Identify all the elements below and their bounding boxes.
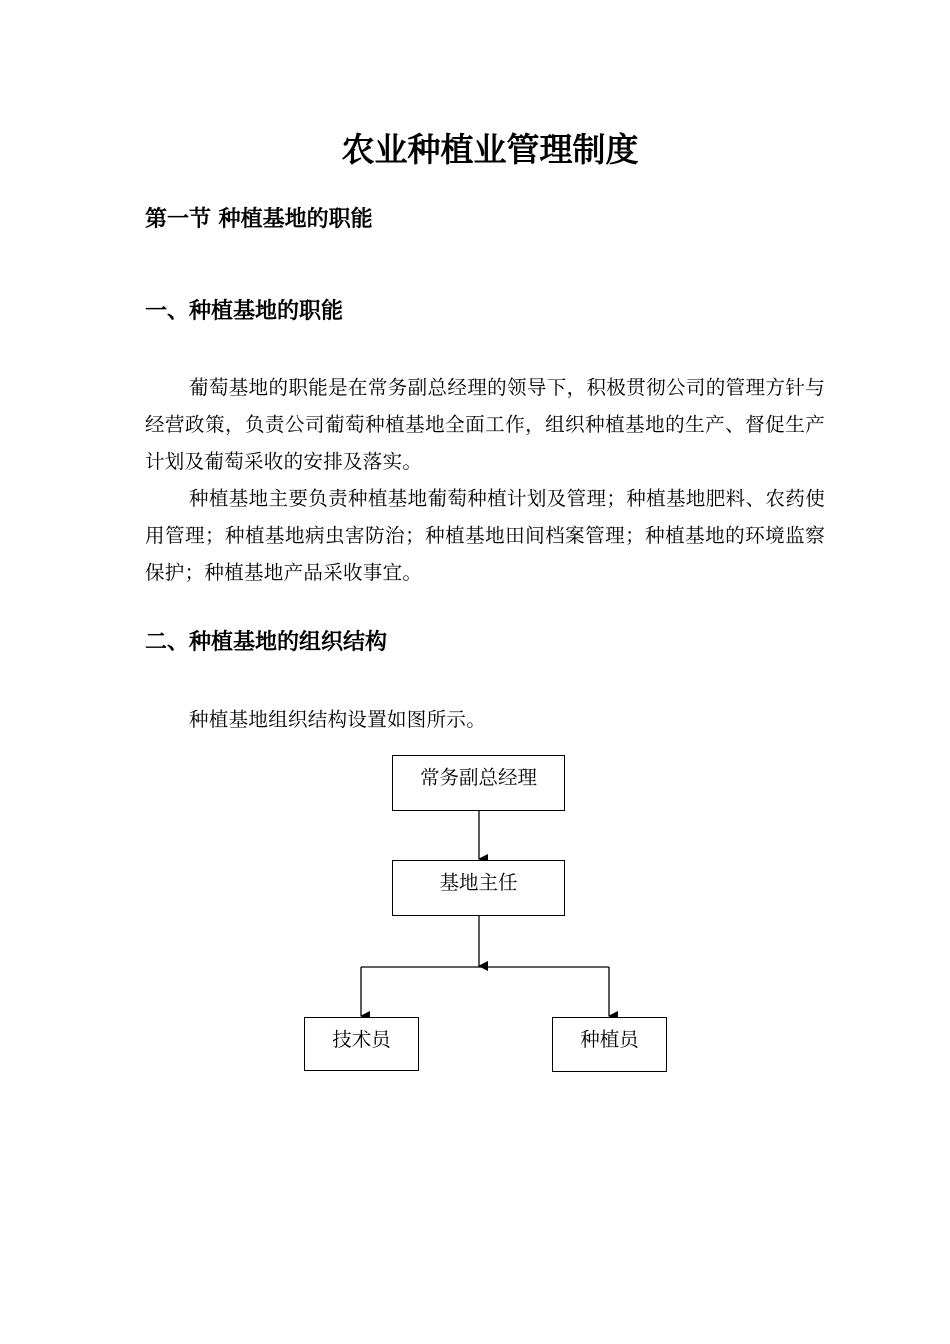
part1-paragraph-1: 葡萄基地的职能是在常务副总经理的领导下，积极贯彻公司的管理方针与经营政策，负责公司葡萄种植基地全面工作，组织种植基地的生产、督促生产计划及葡萄采收的安排及落实。 [145,376,825,473]
section-heading: 第一节 种植基地的职能 [145,207,373,232]
org-node-planter: 种植员 [552,1017,667,1072]
part1-heading: 一、种植基地的职能 [145,299,344,324]
part2-heading: 二、种植基地的组织结构 [145,630,388,655]
part1-paragraph-2: 种植基地主要负责种植基地葡萄种植计划及管理；种植基地肥料、农药使用管理；种植基地病虫害防治；种植基地田间档案管理；种植基地的环境监察保护；种植基地产品采收事宜。 [145,487,825,584]
document-title: 农业种植业管理制度 [341,130,639,169]
org-node-deputy-gm: 常务副总经理 [392,755,565,811]
org-node-technician: 技术员 [304,1017,419,1071]
part2-intro: 种植基地组织结构设置如图所示。 [189,708,487,731]
org-node-base-director: 基地主任 [392,860,565,916]
